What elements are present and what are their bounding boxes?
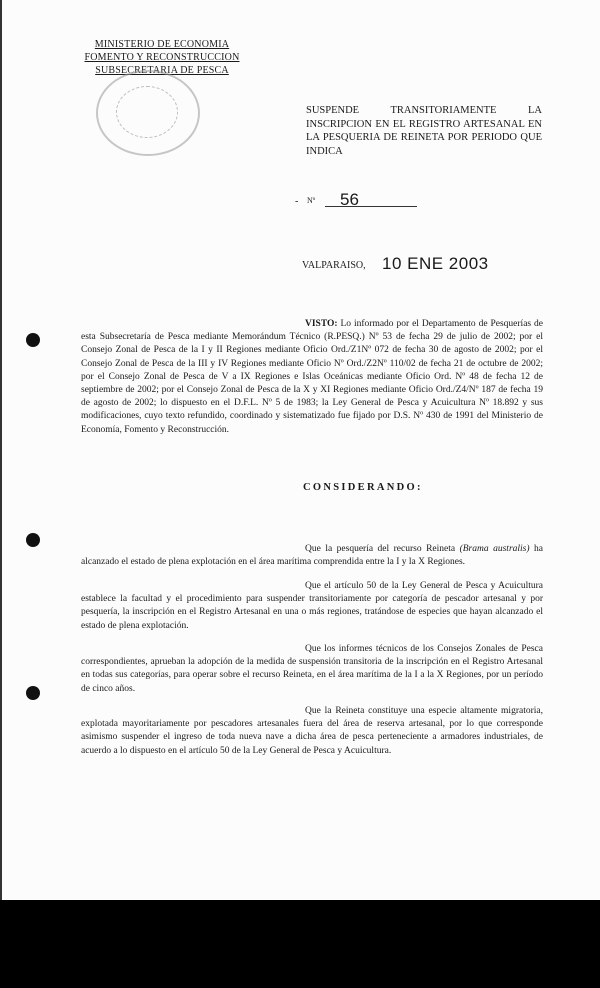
official-stamp bbox=[96, 70, 200, 156]
considerando-paragraph-2 bbox=[81, 580, 543, 633]
considerando-paragraph-4 bbox=[81, 705, 543, 758]
number-dash: - bbox=[295, 196, 299, 207]
number-value: 56 bbox=[340, 190, 359, 209]
resolution-number bbox=[295, 190, 425, 212]
punch-hole bbox=[26, 533, 40, 547]
punch-hole bbox=[26, 333, 40, 347]
punch-hole bbox=[26, 686, 40, 700]
considerando-heading: CONSIDERANDO: bbox=[303, 482, 423, 493]
date-line bbox=[302, 254, 542, 278]
ministry-line: FOMENTO Y RECONSTRUCCION bbox=[84, 52, 240, 63]
ministry-line: SUBSECRETARIA DE PESCA bbox=[95, 65, 229, 76]
date-city: VALPARAISO, bbox=[302, 260, 366, 271]
date-stamp: 10 ENE 2003 bbox=[382, 254, 489, 273]
document-title: SUSPENDE TRANSITORIAMENTE LA INSCRIPCION EN EL REGISTRO ARTESANAL EN LA PESQUERIA DE REINETA POR PERIODO QUE INDICA bbox=[306, 105, 542, 157]
scan-border bbox=[0, 900, 600, 988]
visto-label: VISTO: bbox=[305, 319, 338, 329]
p1-text-end: ha alcanzado el estado de plena explotación en el área marítima comprendida entre la I y la X Regiones. bbox=[81, 544, 543, 568]
scan-edge bbox=[0, 0, 2, 900]
considerando-paragraph-1 bbox=[81, 543, 543, 569]
p2-text: Que el artículo 50 de la Ley General de Pesca y Acuicultura establece la facultad y el procedimiento para suspender transitoriamente por categoría de pescador artesanal y por pesquería, la inscripción en el Registro Artesanal en una o más regiones, tratándose de especies que hayan alcanzado el estado de plena explotación. bbox=[81, 581, 543, 631]
p3-text: Que los informes técnicos de los Consejos Zonales de Pesca correspondientes, aprueban la adopción de la medida de suspensión transitoria de la inscripción en el Registro Artesanal en todas sus categorías, para operar sobre el recurso Reineta, en el área marítima de la I a la X Regiones, por un período de cinco años. bbox=[81, 644, 543, 694]
p1-text: Que la pesquería del recurso Reineta bbox=[305, 544, 460, 554]
p4-text: Que la Reineta constituye una especie altamente migratoria, explotada mayoritariamente por pescadores artesanales fuera del área de reserva artesanal, por lo que corresponde asimismo suspender el ingreso de toda nueva nave a dicha área de pesca perteneciente a armadores industriales, de acuerdo a lo dispuesto en el artículo 50 de la Ley General de Pesca y Acuicultura. bbox=[81, 706, 543, 756]
number-underline bbox=[325, 206, 417, 207]
number-label: Nº bbox=[307, 196, 316, 205]
visto-paragraph bbox=[81, 318, 543, 437]
p1-species: (Brama australis) bbox=[459, 544, 530, 554]
ministry-line: MINISTERIO DE ECONOMIA bbox=[94, 39, 230, 50]
visto-text: Lo informado por el Departamento de Pesquerías de esta Subsecretaría de Pesca mediante Memorándum Técnico (R.PESQ.) Nº 53 de fecha 29 de julio de 2002; por el Consejo Zonal de Pesca de la I y II Regiones mediante Oficio Ord./Z1Nº 072 de fecha 30 de agosto de 2002; por el Consejo Zonal de Pesca de la III y IV Regiones mediante Oficio Nº Ord./Z2Nº 110/02 de fecha 21 de octubre de 2002; por el Consejo Zonal de Pesca de V a IX Regiones e Islas Oceánicas mediante Oficio Ord. Nº 48 de fecha 12 de septiembre de 2002; por el Consejo Zonal de Pesca de la X y XI Regiones mediante Oficio Ord./Z4/Nº 187 de fecha 19 de agosto de 2002; lo dispuesto en el D.F.L. Nº 5 de 1983; la Ley General de Pesca y Acuicultura Nº 18.892 y sus modificaciones, cuyo texto refundido, coordinado y sistematizado fue fijado por D.S. Nº 430 de 1991 del Ministerio de Economía, Fomento y Reconstrucción. bbox=[81, 319, 543, 435]
considerando-paragraph-3 bbox=[81, 643, 543, 696]
